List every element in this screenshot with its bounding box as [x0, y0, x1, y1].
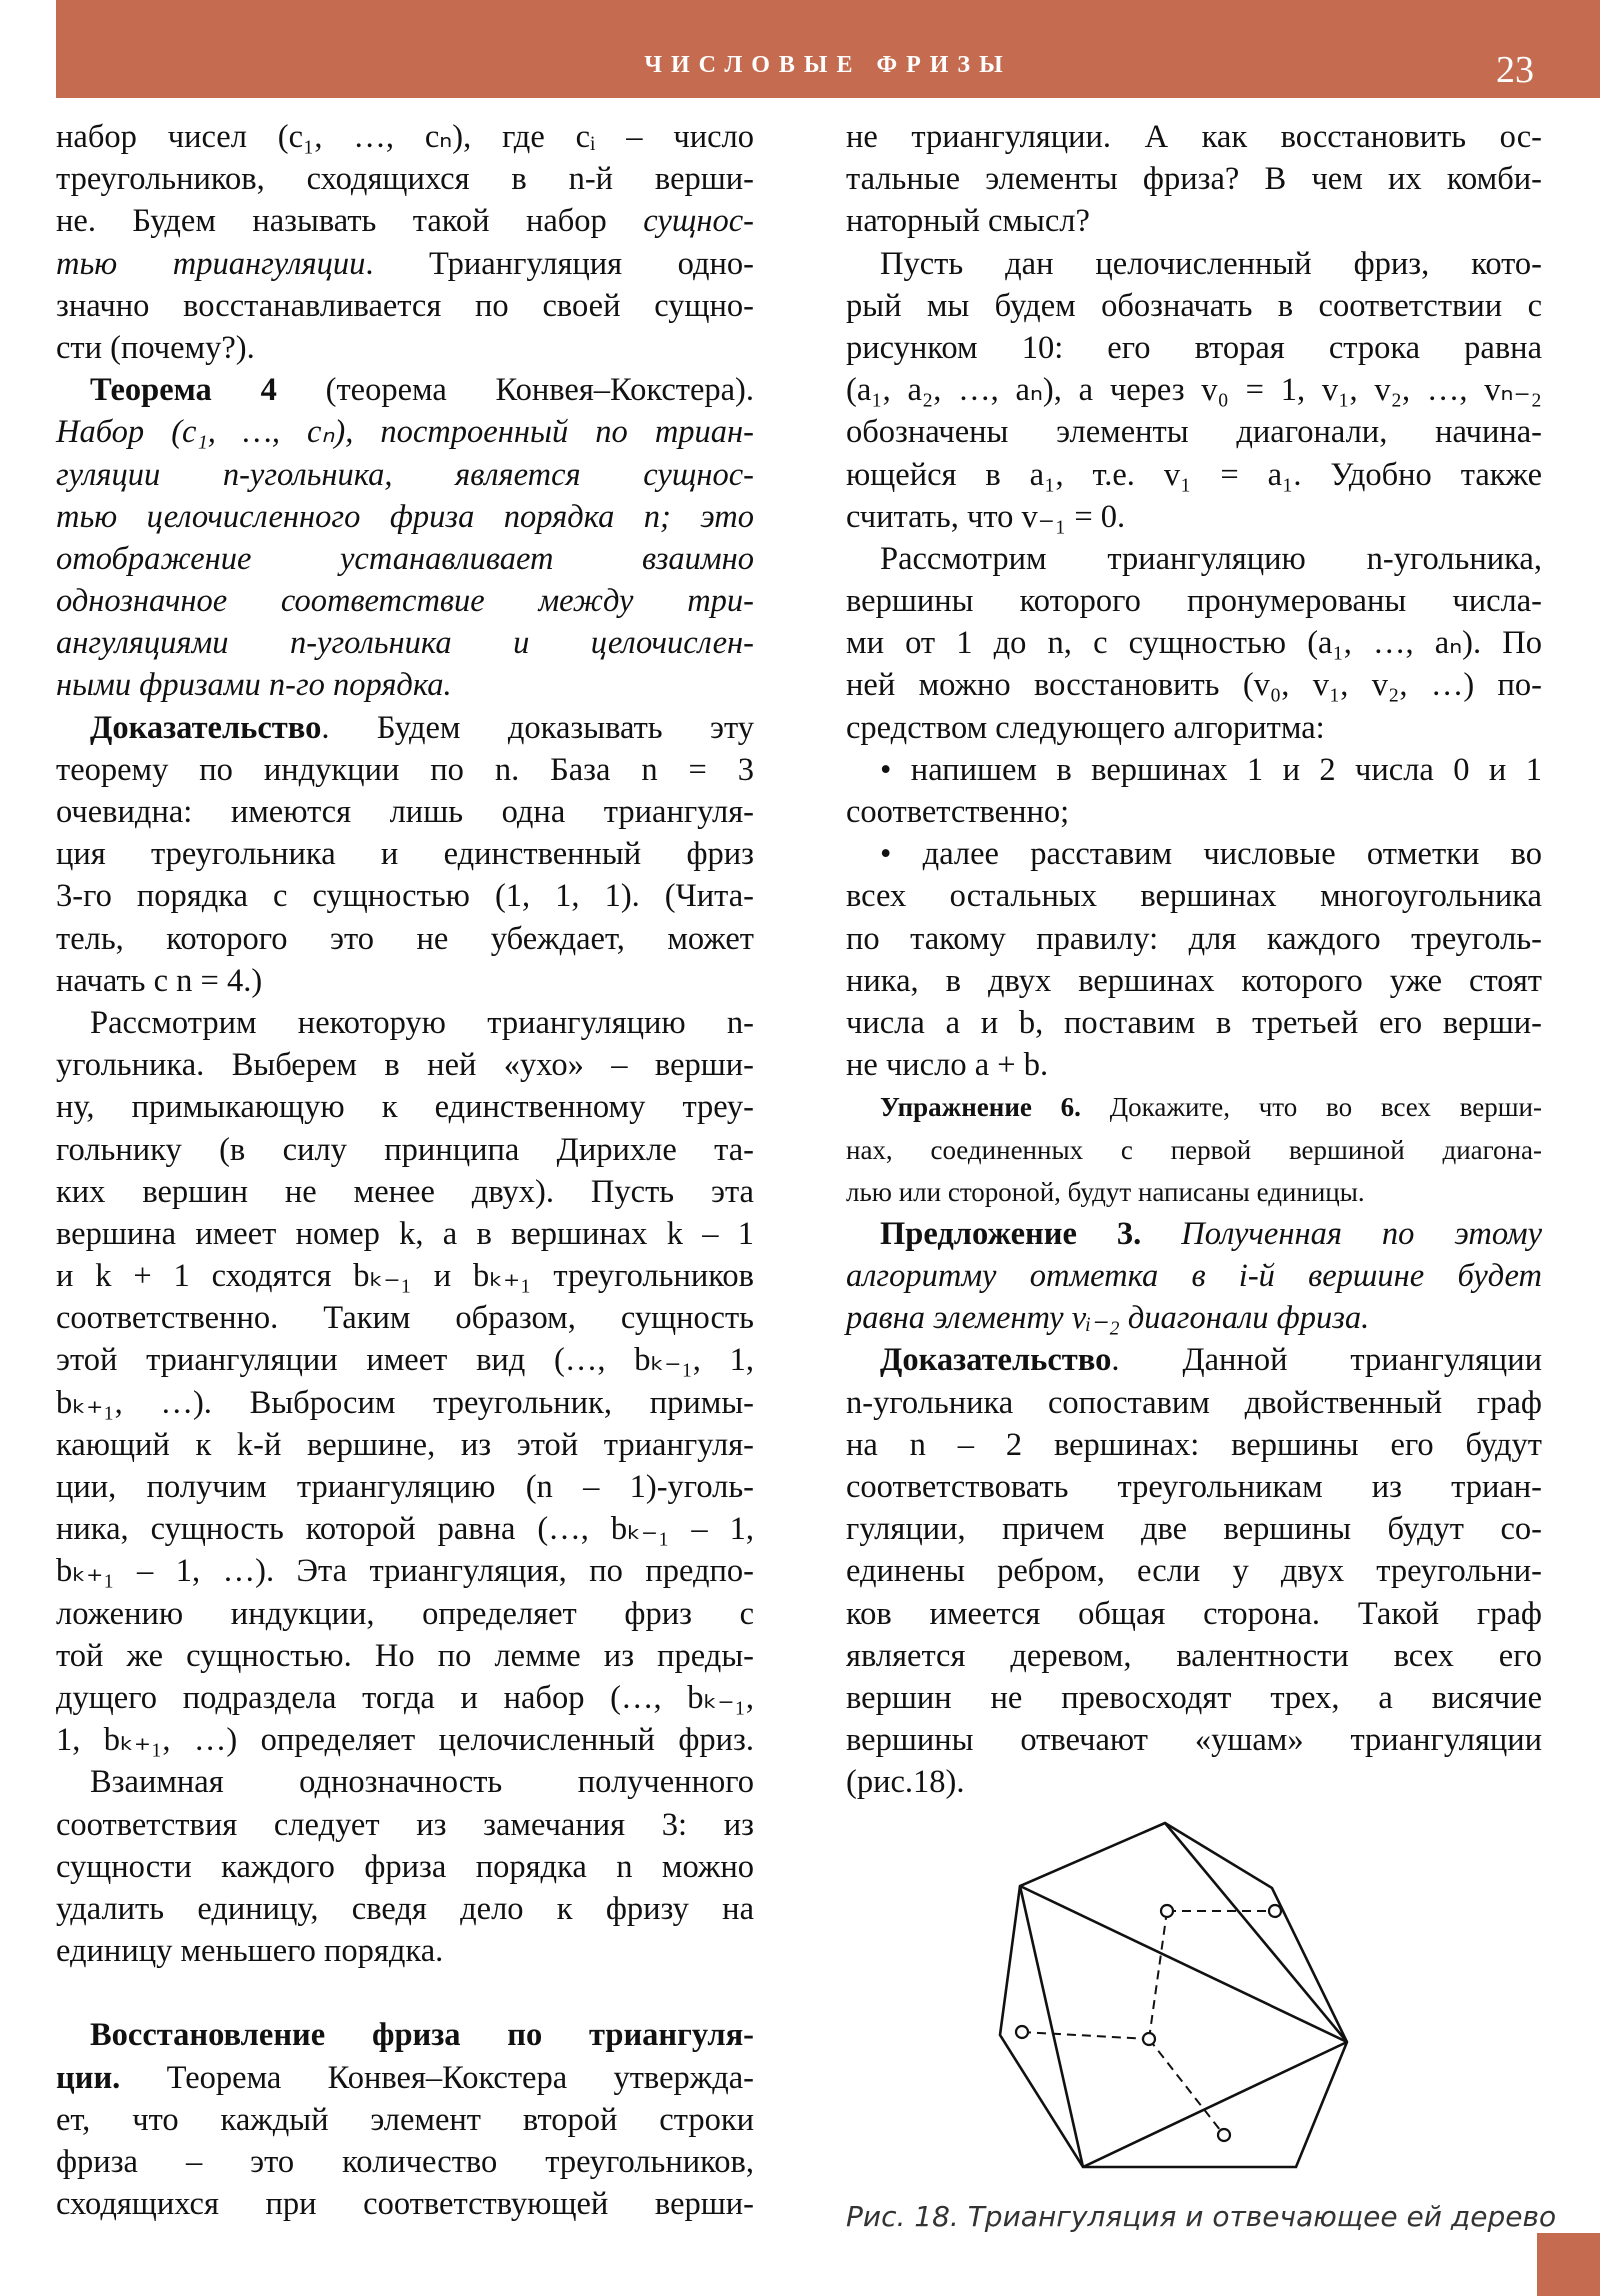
text-run: ложению индукции, определяет фриз с: [56, 1595, 754, 1632]
text-line: [846, 1213, 1542, 1255]
tree-edge: [1022, 2032, 1149, 2039]
text-run: Рассмотрим некоторую триангуляцию n-: [90, 1004, 754, 1041]
text-run: • напишем в вершинах 1 и 2 числа 0 и 1: [880, 751, 1542, 788]
text-line: [56, 116, 754, 158]
text-line: [56, 243, 754, 285]
page-number: 23: [1496, 49, 1534, 91]
text-run: вершина имеет номер k, а в вершинах k – 1: [56, 1215, 754, 1252]
text-line: [56, 749, 754, 791]
text-line: [56, 369, 754, 411]
text-run: тью целочисленного фриза порядка n; это: [56, 498, 754, 535]
text-line: [56, 1888, 754, 1930]
text-run: единицу меньшего порядка.: [56, 1933, 444, 1970]
text-run: Упражнение 6.: [880, 1092, 1081, 1123]
diagonal: [1165, 1823, 1347, 2042]
text-line: [846, 1466, 1542, 1508]
text-run: соответственно. Таким образом, сущность: [56, 1300, 754, 1337]
text-run: n-угольника сопоставим двойственный граф: [846, 1384, 1542, 1421]
text-line: [846, 1550, 1542, 1592]
text-line: [56, 1002, 754, 1044]
text-run: ми от 1 до n, с сущностью (a₁, …, aₙ). По: [846, 625, 1542, 662]
text-line: [56, 1677, 754, 1719]
text-run: не число a + b.: [846, 1047, 1049, 1084]
text-run: вершины которого пронумерованы числа-: [846, 583, 1542, 620]
text-run: не. Будем называть такой набор: [56, 203, 644, 240]
text-line: [56, 1339, 754, 1381]
text-line: [56, 1972, 754, 2014]
text-run: (a₁, a₂, …, aₙ), а через v₀ = 1, v₁, v₂, …, vₙ₋₂: [846, 372, 1542, 409]
text-line: [846, 327, 1542, 369]
text-line: [56, 791, 754, 833]
text-run: единены ребром, если у двух треугольни-: [846, 1553, 1542, 1590]
text-run: вершин не превосходят трех, а висячие: [846, 1679, 1542, 1716]
text-run: ков имеется общая сторона. Такой граф: [846, 1595, 1542, 1632]
figure-caption: Рис. 18. Триангуляция и отвечающее ей дерево: [846, 2200, 1557, 2233]
text-run: ции, получим триангуляцию (n – 1)-уголь-: [56, 1469, 754, 1505]
text-line: [56, 2014, 754, 2056]
text-run: считать, что v₋₁ = 0.: [846, 498, 1126, 535]
text-line: [846, 411, 1542, 453]
text-run: ней можно восстановить (v₀, v₁, v₂, …) по-: [846, 667, 1542, 704]
text-run: Рассмотрим триангуляцию n-угольника,: [880, 540, 1542, 577]
text-line: [56, 1635, 754, 1677]
running-header: [56, 0, 1600, 98]
text-run: соответствия следует из замечания 3: из: [56, 1806, 754, 1843]
heptagon: [1000, 1823, 1347, 2167]
text-line: [56, 327, 754, 369]
text-run: лью или стороной, будут написаны единицы.: [846, 1176, 1365, 1207]
text-line: [56, 2141, 754, 2183]
tree-node: [1218, 2129, 1230, 2141]
text-line: [846, 875, 1542, 917]
text-line: [846, 622, 1542, 664]
text-line: [56, 2099, 754, 2141]
text-run: ет, что каждый элемент второй строки: [56, 2101, 754, 2138]
text-run: алгоритму отметка в i-й вершине будет: [846, 1258, 1542, 1295]
text-line: [56, 1804, 754, 1846]
text-line: [846, 538, 1542, 580]
text-line: [846, 918, 1542, 960]
text-line: [56, 454, 754, 496]
text-line: [846, 1129, 1542, 1171]
text-run: Набор (c₁, …, cₙ), построенный по триан-: [56, 414, 754, 451]
text-run: сущности каждого фриза порядка n можно: [56, 1848, 754, 1885]
text-run: bₖ₊₁ – 1, …). Эта триангуляция, по предпо-: [56, 1553, 754, 1590]
text-run: ющейся в a₁, т.е. v₁ = a₁. Удобно также: [846, 456, 1542, 493]
text-run: не триангуляции. А как восстановить ос-: [846, 119, 1542, 155]
text-run: однозначное соответствие между три-: [56, 583, 754, 620]
text-line: [56, 285, 754, 327]
text-run: по такому правилу: для каждого треуголь-: [846, 920, 1542, 957]
left-column: [56, 116, 754, 2225]
text-line: [846, 833, 1542, 875]
text-run: всех остальных вершинах многоугольника: [846, 878, 1542, 915]
text-line: [56, 1044, 754, 1086]
text-line: [846, 1255, 1542, 1297]
text-run: ника, сущность которой равна (…, bₖ₋₁ – 1,: [56, 1511, 754, 1548]
text-run: сти (почему?).: [56, 329, 255, 366]
text-line: [846, 1297, 1542, 1339]
text-line: [846, 1719, 1542, 1761]
text-line: [56, 2183, 754, 2225]
text-line: [56, 1719, 754, 1761]
text-run: числа a и b, поставим в третьей его верши-: [846, 1004, 1542, 1041]
triangulation-figure: [960, 1780, 1380, 2200]
text-line: [846, 200, 1542, 242]
text-line: [846, 1424, 1542, 1466]
text-run: набор чисел (c₁, …, cₙ), где cᵢ – число: [56, 119, 754, 155]
text-run: 1, bₖ₊₁, …) определяет целочисленный фриз.: [56, 1722, 754, 1759]
text-line: [56, 1086, 754, 1128]
text-line: [846, 1593, 1542, 1635]
text-run: кающий к k-й вершине, из этой триангуля-: [56, 1426, 754, 1463]
text-run: дущего подраздела тогда и набор (…, bₖ₋₁,: [56, 1679, 754, 1716]
text-line: [846, 496, 1542, 538]
text-line: [56, 1129, 754, 1171]
text-run: ну, примыкающую к единственному треу-: [56, 1089, 754, 1126]
text-run: Полученная по этому: [1141, 1215, 1542, 1252]
text-run: тель, которого это не убеждает, может: [56, 920, 754, 957]
text-run: ция треугольника и единственный фриз: [56, 836, 754, 873]
tree-node: [1161, 1905, 1173, 1917]
text-line: [56, 1466, 754, 1508]
text-line: [846, 369, 1542, 411]
text-line: [846, 1382, 1542, 1424]
text-run: Докажите, что во всех верши-: [1080, 1092, 1542, 1123]
text-run: на n – 2 вершинах: вершины его будут: [846, 1426, 1542, 1463]
text-line: [846, 285, 1542, 327]
tree-node: [1269, 1905, 1281, 1917]
text-line: [846, 158, 1542, 200]
text-run: и k + 1 сходятся bₖ₋₁ и bₖ₊₁ треугольников: [56, 1258, 754, 1295]
text-run: этой триангуляции имеет вид (…, bₖ₋₁, 1,: [56, 1342, 754, 1379]
text-line: [56, 1213, 754, 1255]
text-run: (рис.18).: [846, 1764, 965, 1801]
text-run: Теорема 4: [90, 372, 277, 409]
text-run: ции.: [56, 2059, 121, 2096]
text-line: [56, 200, 754, 242]
text-line: [846, 960, 1542, 1002]
text-line: [846, 116, 1542, 158]
text-run: той же сущностью. Но по лемме из преды-: [56, 1637, 754, 1674]
text-run: нах, соединенных с первой вершиной диагона-: [846, 1134, 1542, 1165]
diagonal: [1020, 1886, 1347, 2042]
text-run: отображение устанавливает взаимно: [56, 540, 754, 577]
tree-node: [1143, 2033, 1155, 2045]
text-line: [56, 1424, 754, 1466]
text-run: Теорема Конвея–Кокстера утвержда-: [120, 2059, 754, 2096]
text-line: [56, 875, 754, 917]
text-run: угольника. Выберем в ней «ухо» – верши-: [56, 1047, 754, 1084]
text-run: гуляции n-угольника, является сущнос-: [56, 456, 754, 493]
diagonal: [1083, 2042, 1347, 2167]
text-run: является деревом, валентности всех его: [846, 1637, 1542, 1674]
text-run: ангуляциями n-угольника и целочислен-: [56, 625, 754, 662]
text-line: [56, 1255, 754, 1297]
text-line: [846, 1508, 1542, 1550]
text-line: [56, 664, 754, 706]
text-run: Взаимная однозначность полученного: [90, 1764, 754, 1801]
text-line: [846, 1044, 1542, 1086]
text-run: гуляции, причем две вершины будут со-: [846, 1511, 1542, 1548]
text-run: . Триангуляция одно-: [365, 245, 754, 282]
text-run: . Будем доказывать эту: [321, 709, 754, 746]
right-column: [846, 116, 1542, 1804]
text-line: [56, 538, 754, 580]
text-run: соответствовать треугольникам из триан-: [846, 1469, 1542, 1505]
text-run: наторный смысл?: [846, 203, 1090, 240]
text-run: • далее расставим числовые отметки во: [880, 836, 1542, 873]
text-run: удалить единицу, сведя дело к фризу на: [56, 1890, 754, 1927]
tree-edge: [1149, 2039, 1224, 2135]
text-line: [846, 707, 1542, 749]
text-line: [56, 622, 754, 664]
text-line: [56, 1846, 754, 1888]
tree-node: [1016, 2026, 1028, 2038]
text-run: ника, в двух вершинах которого уже стоят: [846, 962, 1542, 999]
text-run: . Данной триангуляции: [1111, 1342, 1542, 1379]
text-line: [56, 1761, 754, 1803]
text-line: [846, 749, 1542, 791]
text-line: [846, 1171, 1542, 1213]
text-run: ными фризами n-го порядка.: [56, 667, 452, 704]
text-run: значно восстанавливается по своей сущно-: [56, 287, 754, 324]
text-run: ких вершин не менее двух). Пусть эта: [56, 1173, 754, 1210]
text-line: [56, 1382, 754, 1424]
text-line: [56, 1171, 754, 1213]
text-line: [56, 1930, 754, 1972]
text-run: равна элементу vᵢ₋₂ диагонали фриза.: [846, 1300, 1370, 1337]
tree-edge: [1149, 1911, 1167, 2039]
corner-tab: [1537, 2233, 1600, 2296]
text-line: [56, 411, 754, 453]
text-run: гольнику (в силу принципа Дирихле та-: [56, 1131, 754, 1168]
text-run: обозначены элементы диагонали, начина-: [846, 414, 1542, 451]
text-run: очевидна: имеются лишь одна триангуля-: [56, 794, 754, 830]
text-line: [846, 454, 1542, 496]
text-line: [846, 1086, 1542, 1128]
text-line: [56, 918, 754, 960]
text-line: [846, 1677, 1542, 1719]
text-run: Пусть дан целочисленный фриз, кото-: [880, 245, 1542, 282]
text-line: [846, 580, 1542, 622]
text-run: рый мы будем обозначать в соответствии с: [846, 287, 1542, 324]
text-line: [846, 243, 1542, 285]
text-run: 3-го порядка с сущностью (1, 1, 1). (Чита-: [56, 878, 754, 915]
text-run: вершины отвечают «ушам» триангуляции: [846, 1722, 1542, 1759]
text-run: тальные элементы фриза? В чем их комби-: [846, 161, 1542, 198]
text-line: [56, 1550, 754, 1592]
text-line: [846, 1002, 1542, 1044]
text-run: Восстановление фриза по триангуля-: [90, 2017, 754, 2054]
text-run: Доказательство: [90, 709, 322, 746]
text-run: Предложение 3.: [880, 1215, 1142, 1252]
text-line: [56, 2057, 754, 2099]
text-run: Доказательство: [880, 1342, 1112, 1379]
text-line: [846, 1635, 1542, 1677]
text-line: [56, 960, 754, 1002]
text-line: [846, 664, 1542, 706]
text-run: начать с n = 4.): [56, 962, 263, 999]
header-title: ЧИСЛОВЫЕ ФРИЗЫ: [644, 52, 1012, 78]
text-run: bₖ₊₁, …). Выбросим треугольник, примы-: [56, 1384, 754, 1421]
text-line: [56, 496, 754, 538]
text-line: [56, 1593, 754, 1635]
text-run: сущнос-: [643, 203, 754, 240]
text-line: [56, 707, 754, 749]
text-line: [56, 1508, 754, 1550]
text-run: сходящихся при соответствующей верши-: [56, 2186, 754, 2223]
text-run: соответственно;: [846, 794, 1070, 830]
text-line: [846, 1339, 1542, 1381]
text-run: рисунком 10: его вторая строка равна: [846, 329, 1542, 366]
text-line: [846, 791, 1542, 833]
text-run: теорему по индукции по n. База n = 3: [56, 751, 754, 788]
diagonal: [1020, 1886, 1083, 2167]
text-run: средством следующего алгоритма:: [846, 709, 1325, 746]
text-run: (теорема Конвея–Кокстера).: [276, 372, 755, 409]
text-line: [56, 833, 754, 875]
text-run: тью триангуляции: [56, 245, 366, 282]
text-run: фриза – это количество треугольников,: [56, 2144, 754, 2180]
text-line: [56, 158, 754, 200]
text-run: треугольников, сходящихся в n-й верши-: [56, 161, 754, 198]
text-line: [56, 580, 754, 622]
text-line: [56, 1297, 754, 1339]
